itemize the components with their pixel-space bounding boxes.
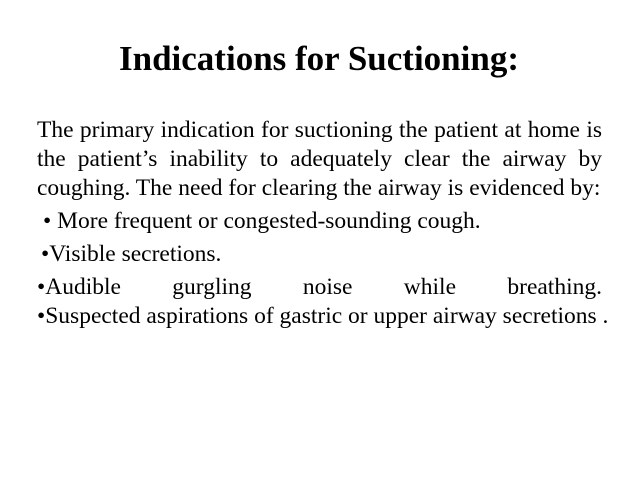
slide-body <box>37 116 609 331</box>
bullet-item-secretions: •Visible secretions. <box>41 241 222 267</box>
bullet-item-cough: • More frequent or congested-sounding cough. <box>43 208 481 234</box>
intro-paragraph: The primary indication for suctioning the patient at home is the patient’s inability to adequately clear the airway by coughing. The need for clearing the airway is evidenced by: <box>37 117 602 201</box>
bullet-item-aspirations: •Suspected aspirations of gastric or upper airway secretions . <box>37 303 609 329</box>
slide-title: Indications for Suctioning: <box>119 39 519 78</box>
bullet-item-gurgling: •Audible gurgling noise while breathing. <box>37 274 602 300</box>
